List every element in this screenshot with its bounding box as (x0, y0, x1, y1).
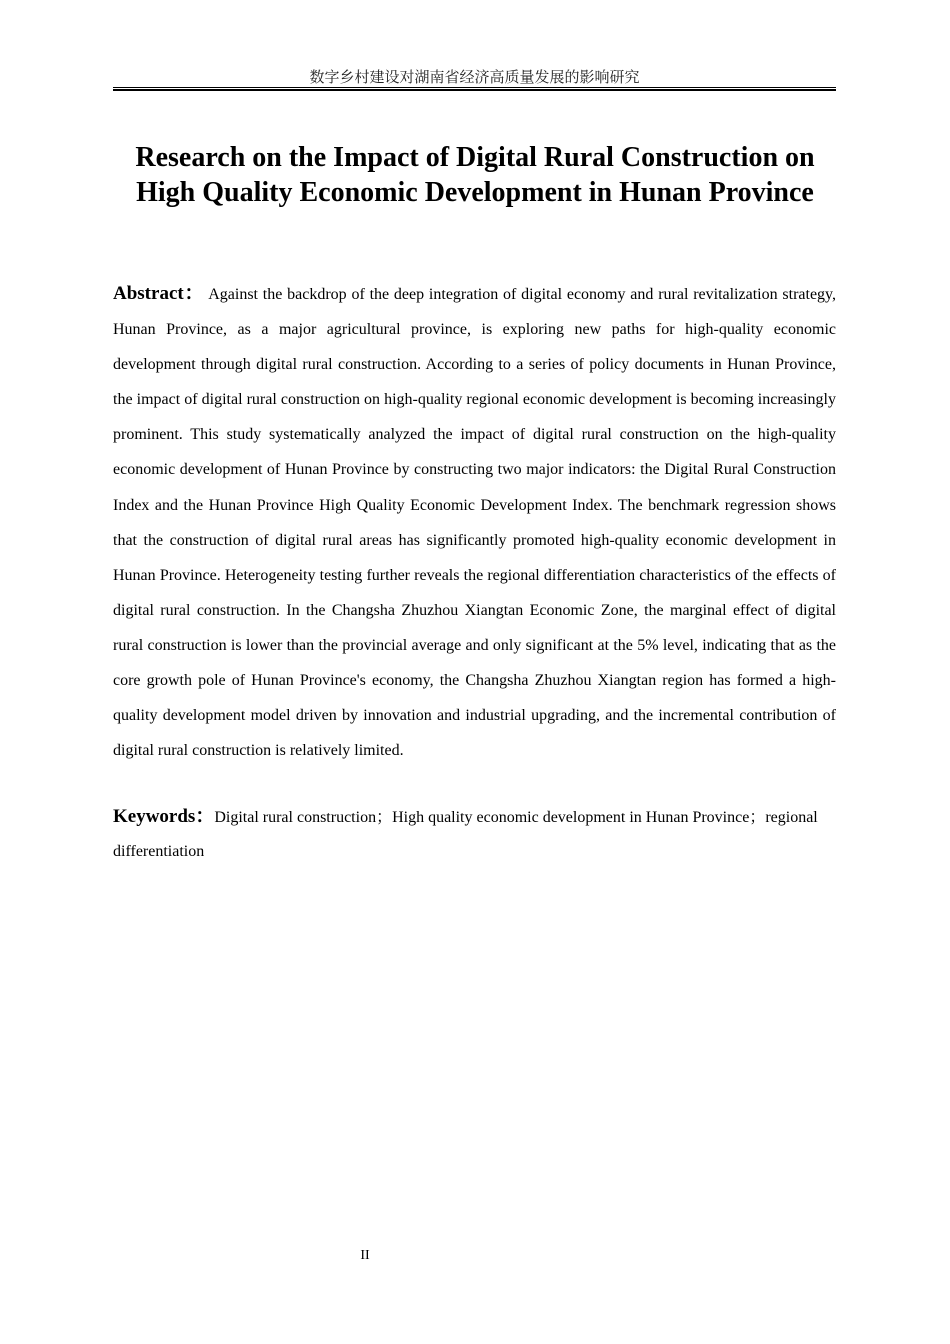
header-rule-thick (113, 89, 836, 91)
header-rule-thin (113, 87, 836, 88)
abstract-label: Abstract： (113, 283, 205, 304)
keywords-paragraph (113, 800, 836, 869)
running-header: 数字乡村建设对湖南省经济高质量发展的影响研究 (309, 68, 640, 86)
keywords-label: Keywords： (113, 806, 215, 827)
paper-title: Research on the Impact of Digital Rural Construction on High Quality Economic Development in Hunan Province (135, 142, 815, 208)
abstract-text: Against the backdrop of the deep integration of digital economy and rural revitalization strategy, Hunan Province, as a major agricultural province, is exploring new paths for high-quality economic development through digital rural construction. According to a series of policy documents in Hunan Province, the impact of digital rural construction on high-quality regional economic development is becoming increasingly prominent. This study systematically analyzed the impact of digital rural construction on the high-quality economic development of Hunan Province by constructing two major indicators: the Digital Rural Construction Index and the Hunan Province High Quality Economic Development Index. The benchmark regression shows that the construction of digital rural areas has significantly promoted high-quality economic development in Hunan Province. Heterogeneity testing further reveals the regional differentiation characteristics of the effects of digital rural construction. In the Changsha Zhuzhou Xiangtan Economic Zone, the marginal effect of digital rural construction is lower than the provincial average and only significant at the 5% level, indicating that as the core growth pole of Hunan Province's economy, the Changsha Zhuzhou Xiangtan region has formed a high-quality development model driven by innovation and industrial upgrading, and the incremental contribution of digital rural construction is relatively limited. (113, 286, 836, 760)
keywords-text: Digital rural construction；High quality economic development in Hunan Province；regional differentiation (113, 809, 818, 860)
page-number: II (360, 1248, 370, 1263)
abstract-paragraph (113, 276, 836, 768)
